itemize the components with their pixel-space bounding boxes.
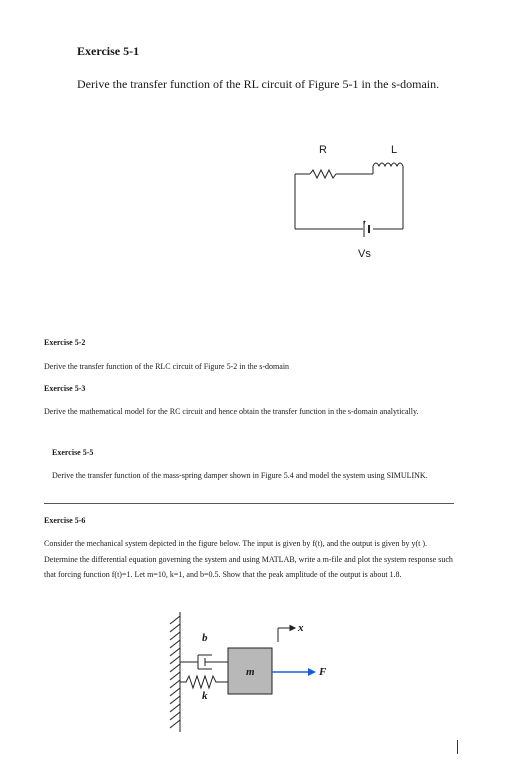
mass-spring-damper-figure [160,610,330,740]
exercise-5-2-title: Exercise 5-2 [44,338,86,347]
source-label: Vs [358,248,371,260]
exercise-5-2-text: Derive the transfer function of the RLC circuit of Figure 5-2 in the s-domain [44,362,290,371]
exercise-5-5-text: Derive the transfer function of the mass-spring damper shown in Figure 5.4 and model the system using SIMULINK. [52,471,428,480]
exercise-5-1-title: Exercise 5-1 [77,44,140,58]
inductor-symbol [373,163,403,166]
damper-label: b [202,632,208,644]
exercise-5-6-title: Exercise 5-6 [44,516,86,525]
force-label: F [319,666,327,678]
inductor-label: L [391,144,398,156]
displacement-arrow [278,626,295,643]
exercise-5-3-title: Exercise 5-3 [44,384,86,393]
spring-label: k [202,690,208,702]
spring-symbol [180,676,228,688]
exercise-5-5-title: Exercise 5-5 [52,448,94,457]
damper-symbol [180,655,228,669]
displacement-label: x [298,622,304,634]
resistor-symbol [310,170,336,178]
exercise-5-3-text: Derive the mathematical model for the RC circuit and hence obtain the transfer function in the s-domain analytically. [44,407,419,416]
force-arrow [272,668,316,676]
exercise-5-6-text: Consider the mechanical system depicted in the figure below. The input is given by f(t), and the output is given by y(t ). Determine the differential equation governing the system and using MATLAB, write a m-file and plot the system response such that forcing function f(t)=1. Let m=10, k=1, and b=0.5. Show that the peak amplitude of the output is about 1.8. [44,539,453,579]
svg-text:+: + [363,220,367,226]
text-cursor [457,740,458,754]
section-divider [44,503,454,504]
exercise-5-1-text: Derive the transfer function of the RL circuit of Figure 5-1 in the s-domain. [77,77,440,91]
mass-label: m [246,666,255,678]
resistor-label: R [319,144,327,156]
wall-hatching [170,612,180,732]
rl-circuit-figure [285,138,425,268]
